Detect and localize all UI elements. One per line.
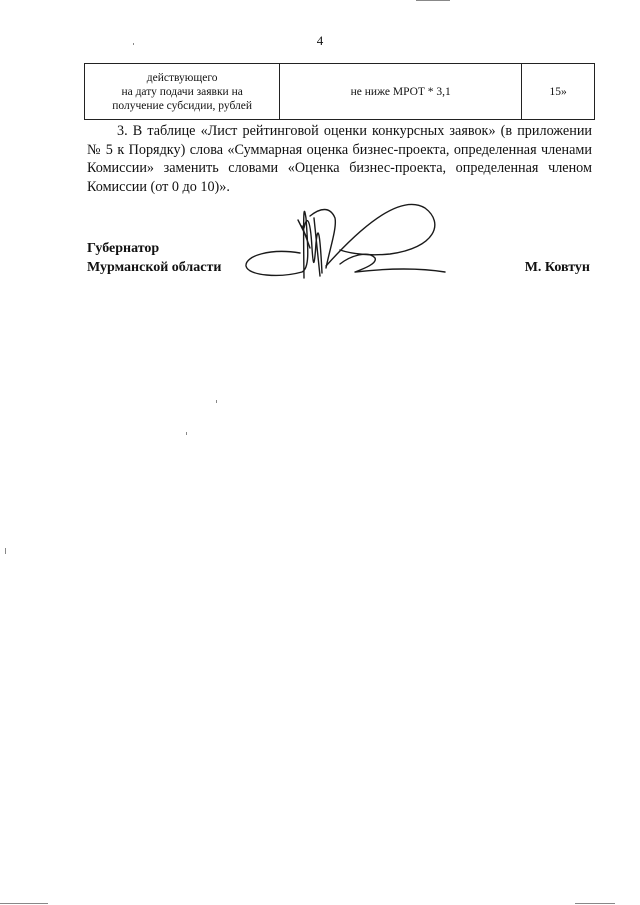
page-number: 4 <box>316 33 324 48</box>
scan-speck <box>416 0 450 1</box>
score-cell: 15» <box>522 64 595 120</box>
signatory-title <box>87 239 221 277</box>
criteria-table <box>84 63 595 120</box>
scan-speck <box>216 400 217 403</box>
signatory-name: М. Ковтун <box>524 260 590 275</box>
handwritten-signature <box>240 188 455 283</box>
scan-speck <box>186 432 187 435</box>
scan-speck <box>5 548 6 554</box>
table-row <box>85 64 595 120</box>
scan-speck <box>575 903 615 904</box>
amendment-paragraph: 3. В таблице «Лист рейтинговой оценки конкурсных заявок» (в приложении № 5 к Порядку) слова «Суммарная оценка бизнес-проекта, определенная членами Комиссии» заменить словами «Оценка бизнес-проекта, определенная членом Комиссии (от 0 до 10)». <box>87 123 592 195</box>
signatory-title-line2: Мурманской области <box>87 260 222 275</box>
scan-speck <box>133 43 134 45</box>
criterion-cell <box>85 64 280 120</box>
scan-speck <box>0 903 48 904</box>
criterion-text: действующего на дату подачи заявки на получение субсидии, рублей <box>112 71 253 112</box>
condition-cell: не ниже МРОТ * 3,1 <box>280 64 522 120</box>
signatory-title-line1: Губернатор <box>87 241 160 256</box>
